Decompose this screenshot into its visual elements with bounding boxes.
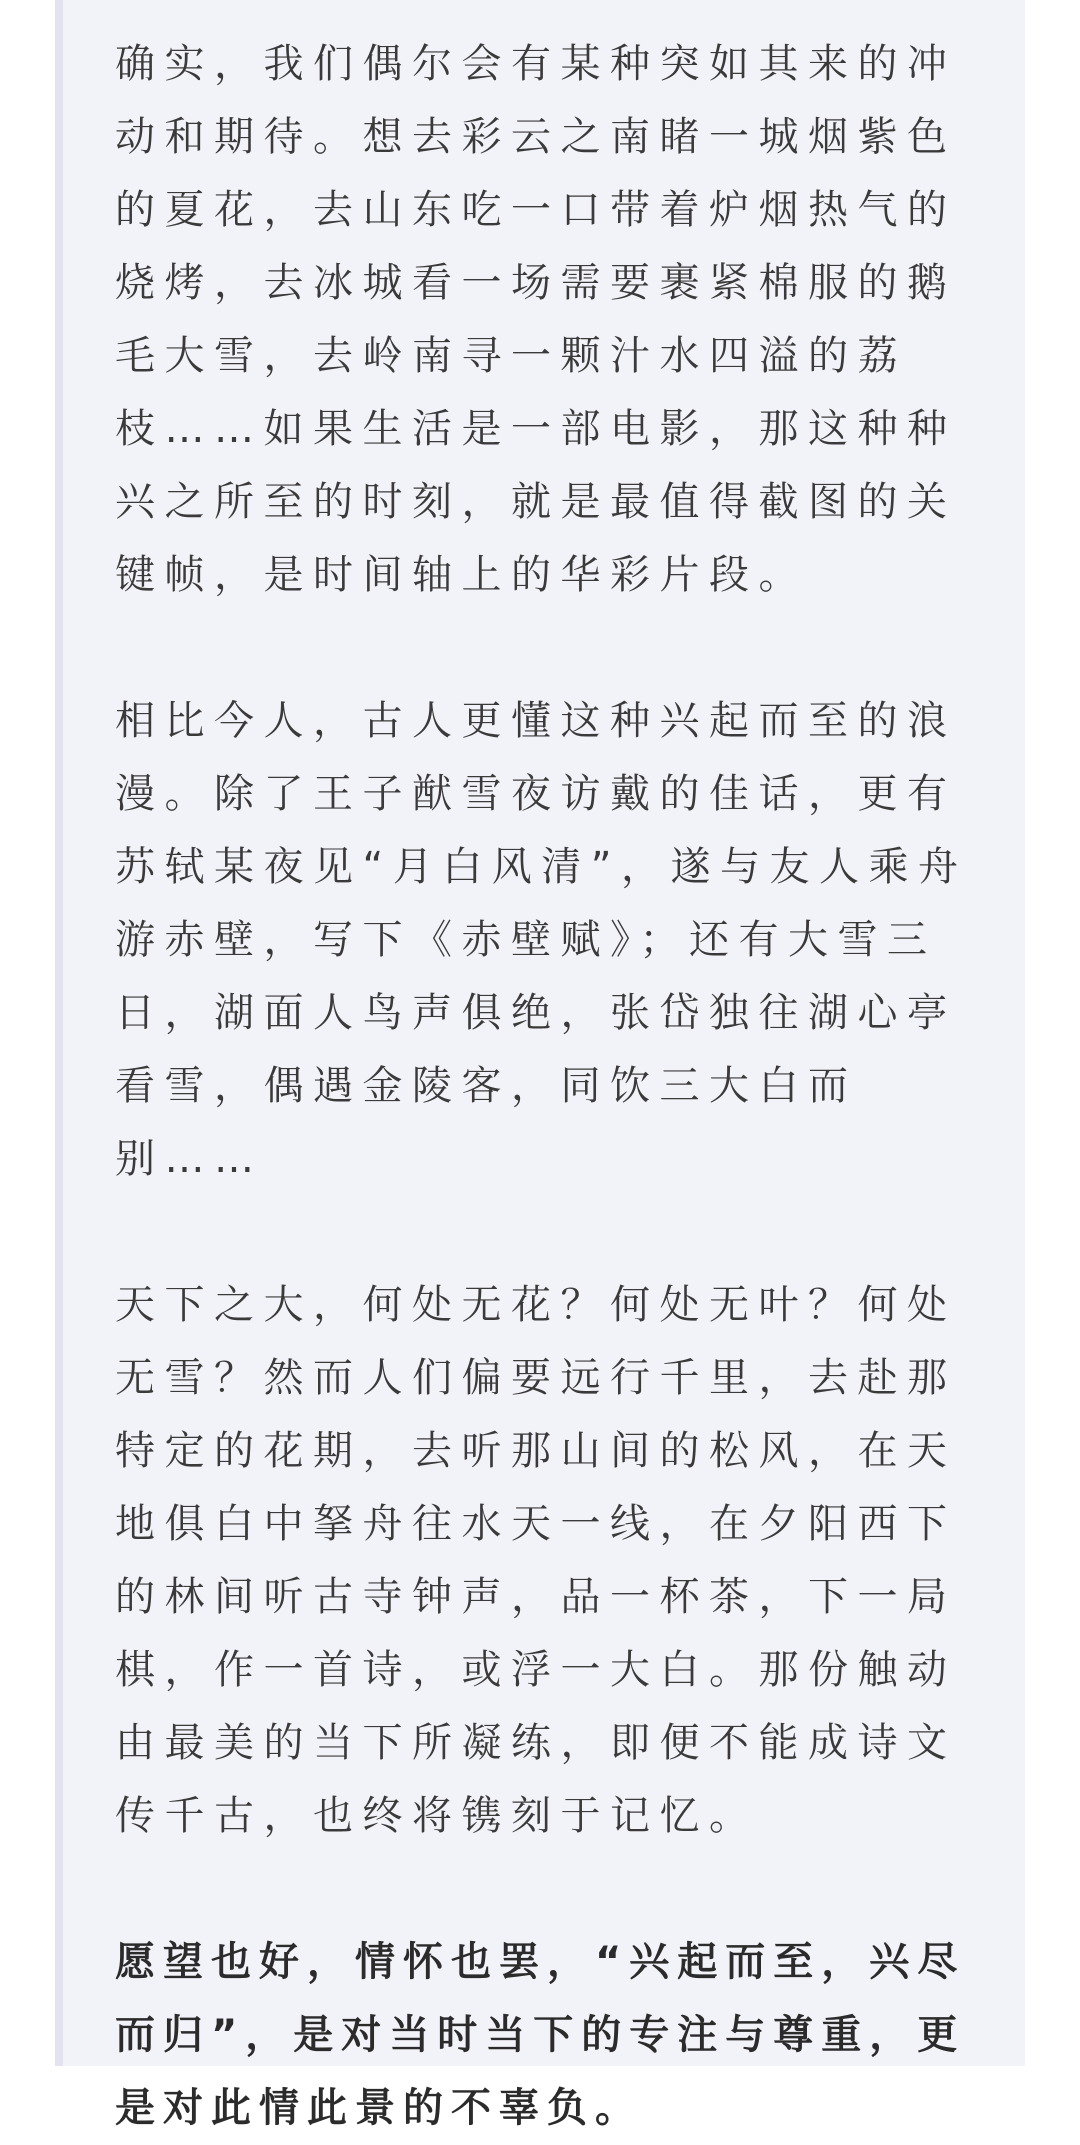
article-paragraph-1: 确实，我们偶尔会有某种突如其来的冲动和期待。想去彩云之南睹一城烟紫色的夏花，去山东吃一口带着炉烟热气的烧烤，去冰城看一场需要裹紧棉服的鹅毛大雪，去岭南寻一颗汁水四溢的荔枝……如果生活是一部电影，那这种种兴之所至的时刻，就是最值得截图的关键帧，是时间轴上的华彩片段。 bbox=[115, 41, 957, 598]
article-paragraph-2: 相比今人，古人更懂这种兴起而至的浪漫。除了王子猷雪夜访戴的佳话，更有苏轼某夜见“月白风清”，遂与友人乘舟游赤壁，写下《赤壁赋》；还有大雪三日，湖面人鸟声俱绝，张岱独往湖心亭看雪，偶遇金陵客，同饮三大白而别…… bbox=[115, 698, 968, 1182]
article-paragraph-3: 天下之大，何处无花？何处无叶？何处无雪？然而人们偏要远行千里，去赴那特定的花期，去听那山间的松风，在天地俱白中拏舟往水天一线，在夕阳西下的林间听古寺钟声，品一杯茶，下一局棋，作一首诗，或浮一大白。那份触动由最美的当下所凝练，即便不能成诗文传千古，也终将镌刻于记忆。 bbox=[115, 1282, 957, 1839]
article-paragraph-4-bold: 愿望也好，情怀也罢，“兴起而至，兴尽而归”，是对当时当下的专注与尊重，更是对此情此景的不辜负。 bbox=[115, 1939, 966, 2131]
article-body bbox=[115, 28, 975, 2145]
